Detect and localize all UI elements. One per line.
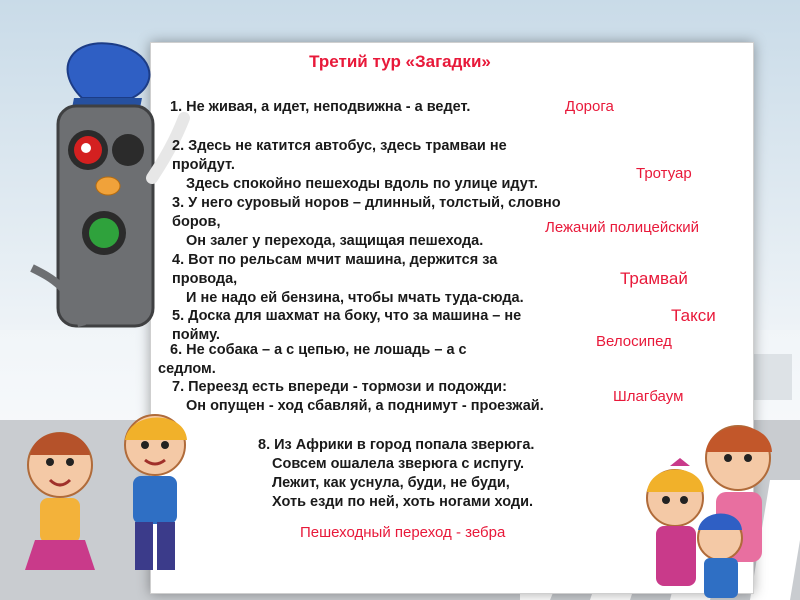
answer-7: Шлагбаум [613,388,684,405]
children-group-illustration [620,418,800,600]
riddle-6: 6. Не собака – а с цепью, не лошадь – а с седлом. [158,342,467,377]
riddle-7: 7. Переезд есть впереди - тормози и подожди: Он опущен - ход сбавляй, а поднимут - проезжай. [172,379,544,414]
riddle-3: 3. У него суровый норов – длинный, толстый, словно боров, Он залег у перехода, защищая пешехода. [172,195,561,249]
riddle-4: 4. Вот по рельсам мчит машина, держится за провода, И не надо ей бензина, чтобы мчать туда-сюда. [172,252,524,306]
riddle-2: 2. Здесь не катится автобус, здесь трамваи не пройдут. Здесь спокойно пешеходы вдоль по улице идут. [172,138,538,192]
answer-6: Велосипед [596,333,672,350]
answer-2: Тротуар [636,165,692,182]
riddle-8: 8. Из Африки в город попала зверюга. Совсем ошалела зверюга с испугу. Лежит, как уснула, буди, не буди, Хоть езди по ней, хоть ногами ходи. [258,437,535,510]
answer-1: Дорога [565,98,614,115]
answer-4: Трамвай [620,269,688,288]
riddle-1: 1. Не живая, а идет, неподвижна - а ведет. [170,99,471,115]
answer-8: Пешеходный переход - зебра [300,524,506,541]
riddle-5: 5. Доска для шахмат на боку, что за машина – не пойму. [172,308,522,343]
answer-5: Такси [671,306,716,325]
children-walking-illustration [5,410,225,600]
page-title: Третий тур «Загадки» [309,52,491,71]
answer-3: Лежачий полицейский [545,219,700,236]
